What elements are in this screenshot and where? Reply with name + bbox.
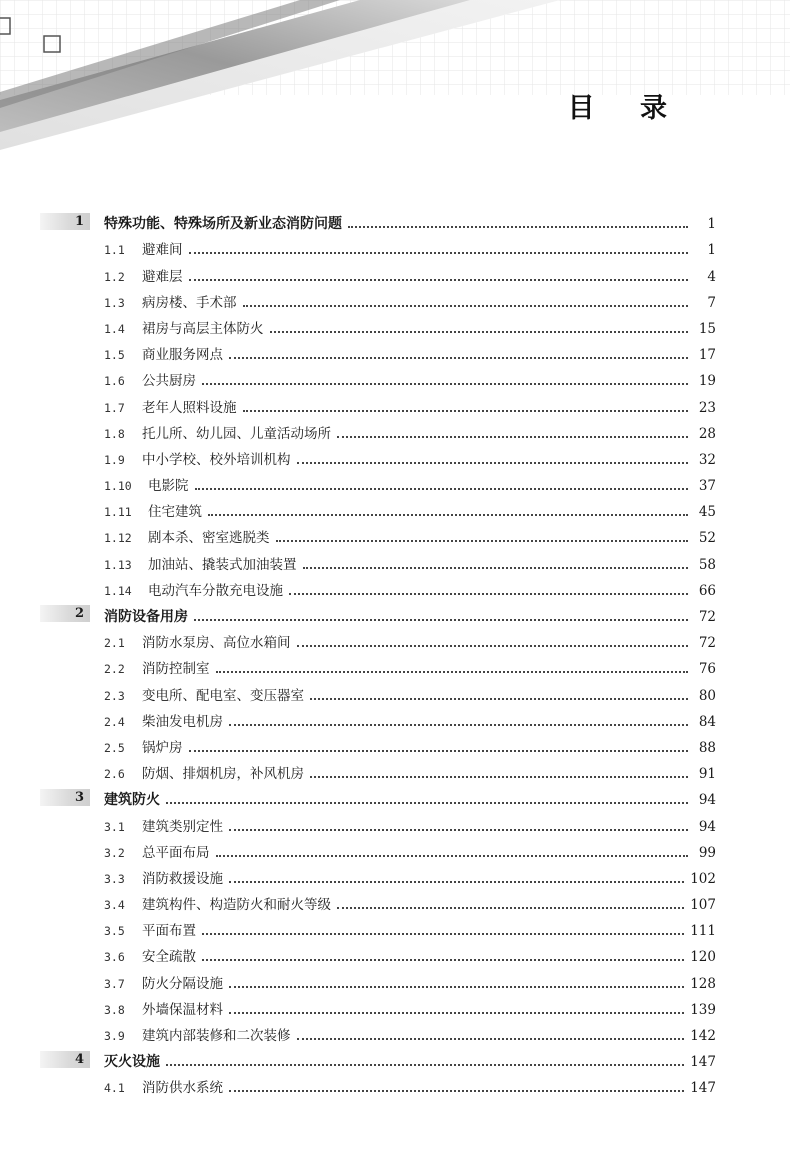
section-number: 2.4 xyxy=(104,714,125,729)
page-number: 19 xyxy=(698,373,716,390)
page-number: 107 xyxy=(690,897,716,914)
toc-section-row[interactable] xyxy=(40,575,716,601)
entry-title: 商业服务网点 xyxy=(142,347,223,364)
toc-section-row[interactable] xyxy=(40,1020,716,1046)
section-number: 3.3 xyxy=(104,871,125,886)
entry-title: 灭火设施 xyxy=(104,1054,160,1071)
toc-chapter-row[interactable] xyxy=(40,784,716,810)
dot-leader xyxy=(310,775,688,778)
dot-leader xyxy=(303,566,689,569)
section-number: 1.13 xyxy=(104,557,132,572)
entry-title: 剧本杀、密室逃脱类 xyxy=(148,530,270,547)
page-number: 15 xyxy=(698,320,716,337)
entry-title: 病房楼、手术部 xyxy=(142,294,237,311)
section-number: 2.5 xyxy=(104,740,125,755)
toc-section-row[interactable] xyxy=(40,679,716,705)
entry-title: 外墙保温材料 xyxy=(142,1001,223,1018)
section-number: 3.2 xyxy=(104,845,125,860)
section-number: 1.11 xyxy=(104,505,132,520)
page-title: 目 录 xyxy=(567,93,685,124)
page-number: 58 xyxy=(698,556,716,573)
entry-title: 托儿所、幼儿园、儿童活动场所 xyxy=(142,425,331,442)
entry-title: 避难间 xyxy=(142,242,183,259)
entry-title: 加油站、撬装式加油装置 xyxy=(148,556,297,573)
toc-section-row[interactable] xyxy=(40,889,716,915)
dot-leader xyxy=(243,304,689,307)
page-number: 102 xyxy=(690,870,716,887)
section-number: 2.3 xyxy=(104,688,125,703)
dot-leader xyxy=(297,461,689,464)
dot-leader xyxy=(166,1063,684,1066)
toc-section-row[interactable] xyxy=(40,706,716,732)
page-number: 32 xyxy=(698,451,716,468)
entry-title: 避难层 xyxy=(142,268,183,285)
section-number: 1.9 xyxy=(104,452,125,467)
section-number: 3.8 xyxy=(104,1002,125,1017)
page-number: 80 xyxy=(698,687,716,704)
toc-section-row[interactable] xyxy=(40,260,716,286)
page-number: 111 xyxy=(690,923,716,940)
header-decoration xyxy=(0,0,790,160)
entry-title: 建筑内部装修和二次装修 xyxy=(142,1028,291,1044)
dot-leader xyxy=(229,1011,684,1014)
toc-section-row[interactable] xyxy=(40,994,716,1020)
section-number: 1.7 xyxy=(104,400,125,415)
page-number: 66 xyxy=(698,582,716,599)
section-number: 3.1 xyxy=(104,819,125,834)
section-number: 1.14 xyxy=(104,583,132,598)
entry-title: 变电所、配电室、变压器室 xyxy=(142,687,304,704)
dot-leader xyxy=(289,592,688,595)
dot-leader xyxy=(229,723,688,726)
dot-leader xyxy=(216,854,689,857)
entry-title: 总平面布局 xyxy=(142,844,210,861)
dot-leader xyxy=(202,932,684,935)
dot-leader xyxy=(229,985,684,988)
toc-section-row[interactable] xyxy=(40,627,716,653)
entry-title: 建筑防火 xyxy=(104,792,160,809)
page-number: 91 xyxy=(698,766,716,783)
section-number: 2.6 xyxy=(104,767,125,782)
page-number: 128 xyxy=(690,975,716,992)
toc-section-row[interactable] xyxy=(40,470,716,496)
dot-leader xyxy=(189,278,689,281)
toc-section-row[interactable] xyxy=(40,418,716,444)
entry-title: 公共厨房 xyxy=(142,373,196,390)
dot-leader xyxy=(297,1037,685,1040)
page-number: 139 xyxy=(690,1001,716,1018)
section-number: 2.2 xyxy=(104,662,125,677)
page-number: 7 xyxy=(707,294,716,311)
entry-title: 消防控制室 xyxy=(142,661,210,678)
page-number: 142 xyxy=(690,1028,716,1044)
page-number: 76 xyxy=(698,661,716,678)
page-number: 147 xyxy=(690,1080,716,1097)
dot-leader xyxy=(189,251,689,254)
chapter-number-badge: 3 xyxy=(40,789,90,806)
entry-title: 平面布置 xyxy=(142,923,196,940)
dot-leader xyxy=(270,330,689,333)
entry-title: 老年人照料设施 xyxy=(142,399,237,416)
page-number: 1 xyxy=(707,216,716,233)
dot-leader xyxy=(229,1089,684,1092)
section-number: 3.9 xyxy=(104,1029,125,1043)
section-number: 3.5 xyxy=(104,924,125,939)
section-number: 3.6 xyxy=(104,950,125,965)
dot-leader xyxy=(337,906,684,909)
toc-section-row[interactable] xyxy=(40,758,716,784)
toc-section-row[interactable] xyxy=(40,941,716,967)
page-number: 23 xyxy=(698,399,716,416)
toc-section-row[interactable] xyxy=(40,496,716,522)
toc-section-row[interactable] xyxy=(40,444,716,470)
section-number: 1.12 xyxy=(104,531,132,546)
chapter-number-badge: 1 xyxy=(40,213,90,230)
page-number: 1 xyxy=(707,242,716,259)
toc-section-row[interactable] xyxy=(40,732,716,758)
dot-leader xyxy=(348,225,688,228)
page-number: 94 xyxy=(698,818,716,835)
section-number: 1.4 xyxy=(104,321,125,336)
entry-title: 防火分隔设施 xyxy=(142,975,223,992)
section-number: 3.7 xyxy=(104,976,125,991)
section-number: 1.2 xyxy=(104,269,125,284)
page-number: 45 xyxy=(698,504,716,521)
section-number: 1.1 xyxy=(104,243,125,258)
toc-section-row[interactable] xyxy=(40,522,716,548)
toc-section-row[interactable] xyxy=(40,391,716,417)
table-of-contents xyxy=(40,208,716,1098)
dot-leader xyxy=(216,670,689,673)
section-number: 2.1 xyxy=(104,636,125,651)
dot-leader xyxy=(337,435,688,438)
entry-title: 裙房与高层主体防火 xyxy=(142,320,264,337)
dot-leader xyxy=(194,618,688,621)
page-number: 99 xyxy=(698,844,716,861)
chapter-number-badge: 4 xyxy=(40,1051,90,1068)
toc-chapter-row[interactable] xyxy=(40,601,716,627)
page-number: 4 xyxy=(707,268,716,285)
entry-title: 中小学校、校外培训机构 xyxy=(142,451,291,468)
section-number: 3.4 xyxy=(104,898,125,913)
section-number: 1.10 xyxy=(104,479,132,494)
dot-leader xyxy=(229,828,688,831)
toc-section-row[interactable] xyxy=(40,287,716,313)
page-number: 94 xyxy=(698,792,716,809)
section-number: 4.1 xyxy=(104,1081,125,1096)
toc-section-row[interactable] xyxy=(40,810,716,836)
section-number: 1.5 xyxy=(104,348,125,363)
toc-section-row[interactable] xyxy=(40,863,716,889)
entry-title: 柴油发电机房 xyxy=(142,713,223,730)
section-number: 1.3 xyxy=(104,295,125,310)
toc-section-row[interactable] xyxy=(40,339,716,365)
dot-leader xyxy=(297,644,689,647)
entry-title: 消防水泵房、高位水箱间 xyxy=(142,635,291,652)
entry-title: 电影院 xyxy=(148,478,189,495)
dot-leader xyxy=(202,958,684,961)
entry-title: 锅炉房 xyxy=(142,739,183,756)
page-number: 84 xyxy=(698,713,716,730)
toc-section-row[interactable] xyxy=(40,548,716,574)
entry-title: 建筑构件、构造防火和耐火等级 xyxy=(142,897,331,914)
dot-leader xyxy=(229,356,688,359)
dot-leader xyxy=(229,880,684,883)
entry-title: 消防供水系统 xyxy=(142,1080,223,1097)
toc-chapter-row[interactable] xyxy=(40,1046,716,1072)
dot-leader xyxy=(166,801,688,804)
dot-leader xyxy=(243,409,689,412)
entry-title: 消防救援设施 xyxy=(142,870,223,887)
entry-title: 电动汽车分散充电设施 xyxy=(148,582,283,599)
dot-leader xyxy=(276,539,689,542)
entry-title: 消防设备用房 xyxy=(104,609,188,625)
page-number: 72 xyxy=(698,635,716,652)
page-number: 88 xyxy=(698,739,716,756)
dot-leader xyxy=(189,749,689,752)
toc-section-row[interactable] xyxy=(40,234,716,260)
toc-section-row[interactable] xyxy=(40,1072,716,1098)
dot-leader xyxy=(195,487,689,490)
page-number: 120 xyxy=(690,949,716,966)
page-number: 52 xyxy=(698,530,716,547)
entry-title: 住宅建筑 xyxy=(148,504,202,521)
page-number: 147 xyxy=(690,1054,716,1071)
entry-title: 防烟、排烟机房，补风机房 xyxy=(142,766,304,783)
toc-section-row[interactable] xyxy=(40,653,716,679)
page-number: 17 xyxy=(698,347,716,364)
dot-leader xyxy=(208,513,688,516)
toc-chapter-row[interactable] xyxy=(40,208,716,234)
section-number: 1.6 xyxy=(104,374,125,389)
entry-title: 特殊功能、特殊场所及新业态消防问题 xyxy=(104,216,342,233)
entry-title: 建筑类别定性 xyxy=(142,818,223,835)
page-number: 37 xyxy=(698,478,716,495)
toc-section-row[interactable] xyxy=(40,313,716,339)
toc-section-row[interactable] xyxy=(40,365,716,391)
toc-section-row[interactable] xyxy=(40,915,716,941)
toc-section-row[interactable] xyxy=(40,967,716,993)
dot-leader xyxy=(202,382,688,385)
toc-section-row[interactable] xyxy=(40,837,716,863)
chapter-number-badge: 2 xyxy=(40,605,90,622)
section-number: 1.8 xyxy=(104,426,125,441)
page-number: 28 xyxy=(698,425,716,442)
dot-leader xyxy=(310,697,688,700)
page-number: 72 xyxy=(698,609,716,625)
entry-title: 安全疏散 xyxy=(142,949,196,966)
